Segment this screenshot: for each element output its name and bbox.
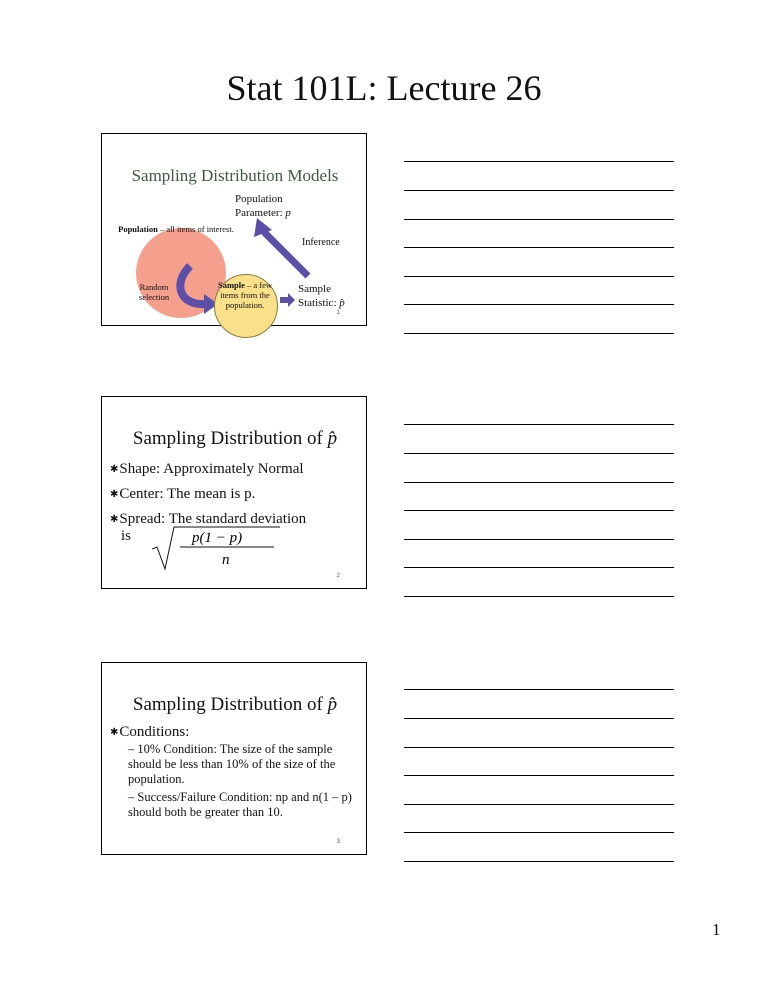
slide-number: 2 [336,573,340,579]
note-line [404,832,674,833]
statistic-arrow-shaft [280,297,288,303]
slide-3-title-symbol: p̂ [327,694,338,715]
parameter-symbol: p [285,207,291,219]
slide-2-title-symbol: p̂ [327,428,338,449]
note-line [404,861,674,862]
population-parameter-line1: Population [235,193,283,205]
bullet-text: Conditions: [119,724,190,740]
slide-number: 1 [336,310,340,316]
condition-success-failure: – Success/Failure Condition: np and n(1 – p) should both be greater than 10. [128,790,352,819]
slide-1-title: Sampling Distribution Models [131,166,339,185]
sample-statistic-line1: Sample [298,283,331,295]
formula-numerator: p(1 − p) [192,530,243,546]
bullet-conditions [110,723,189,742]
note-line [404,219,674,220]
condition-10-percent: – 10% Condition: The size of the sample should be less than 10% of the size of the population. [128,742,336,786]
sample-bold: Sample [217,280,245,290]
sample-statistic-label [298,282,345,310]
note-line [404,804,674,805]
note-line [404,539,674,540]
population-parameter-line2: Parameter: [235,207,286,219]
slide-number: 3 [336,839,340,845]
note-line [404,424,674,425]
note-line [404,276,674,277]
slide-2-title [102,428,368,450]
bullet-text: Spread: The standard deviation [119,511,307,527]
population-bold: Population [118,224,158,234]
note-line [404,775,674,776]
slide-3-title-text: Sampling Distribution of [132,694,328,715]
note-line [404,747,674,748]
sample-statistic-line2: Statistic: [298,297,340,309]
note-line [404,190,674,191]
bullet-shape [110,460,304,479]
formula-denominator: n [222,552,230,568]
note-line [404,689,674,690]
slide-3 [101,662,367,855]
bullet-center [110,485,255,504]
note-line [404,453,674,454]
note-line [404,304,674,305]
note-line [404,567,674,568]
bullet-star-icon: ✱ [110,727,119,738]
bullet-star-icon: ✱ [110,464,119,475]
note-line [404,510,674,511]
bullet-text: Shape: Approximately Normal [119,461,304,477]
bullet-star-icon: ✱ [110,489,119,500]
note-line [404,718,674,719]
standard-deviation-formula [152,523,282,575]
random-selection-label: Random selection [138,282,170,302]
page-number: 1 [712,920,721,939]
statistic-arrowhead [288,293,295,307]
note-line [404,482,674,483]
note-line [404,596,674,597]
bullet-spread-continued: is [121,528,132,544]
statistic-symbol: p̂ [339,297,345,309]
random-selection-arrow [180,266,206,304]
slide-2-title-text: Sampling Distribution of [132,428,328,449]
slide-3-title [102,694,368,716]
sample-description: – a few items from the population. [220,280,273,310]
population-description: – all items of interest. [157,224,234,234]
note-line [404,247,674,248]
note-line [404,333,674,334]
inference-arrow-shaft [264,232,308,276]
bullet-text: Center: The mean is p. [119,486,256,502]
page-title: Stat 101L: Lecture 26 [226,68,542,108]
bullet-star-icon: ✱ [110,514,119,525]
slide-1 [101,133,367,326]
note-line [404,161,674,162]
sample-label [210,280,280,310]
slide-2 [101,396,367,589]
inference-label: Inference [302,237,340,248]
